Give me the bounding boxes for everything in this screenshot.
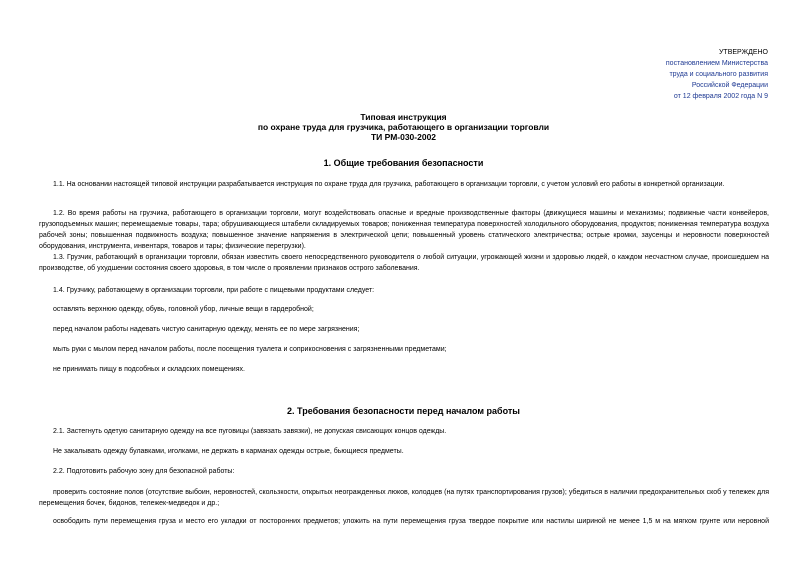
list-item-no-eating: не принимать пищу в подсобных и складских помещениях. [53,366,245,373]
paragraph-2-2-floors: проверить состояние полов (отсутствие выбоин, неровностей, скользкости, открытых неогражденных люков, колодцев (на путях транспортирования грузов); убедиться в наличии предохранительных скоб у тележек для перемещения бочек, бидонов, тележек-медведок и др.; [39,489,769,507]
title-line-1: Типовая инструкция [360,112,447,122]
document-title [0,112,807,142]
paragraph-2-2: 2.2. Подготовить рабочую зону для безопасной работы: [53,468,235,475]
section-1-heading: 1. Общие требования безопасности [323,158,484,168]
list-item-outerwear: оставлять верхнюю одежду, обувь, головной убор, личные вещи в гардеробной; [53,306,314,313]
paragraph-1-4: 1.4. Грузчику, работающему в организации торговли, при работе с пищевыми продуктами следует: [53,287,375,294]
title-line-3: ТИ РМ-030-2002 [370,132,437,142]
approval-line-date[interactable]: от 12 февраля 2002 года N 9 [673,93,768,100]
approval-line-federation[interactable]: Российской Федерации [691,82,768,89]
approval-line-decree[interactable]: постановлением Министерства [665,60,768,67]
approval-stamp [666,47,768,102]
paragraph-2-1-pins: Не закалывать одежду булавками, иголками, не держать в карманах одежды острые, бьющиеся предметы. [53,448,404,455]
paragraph-1-3: 1.3. Грузчик, работающий в организации торговли, обязан известить своего непосредственного руководителя о любой ситуации, угрожающей жизни и здоровью людей, о каждом несчастном случае, происшедшем на производстве, об ухудшении состояния своего здоровья, в том числе о проявлении признаков острого заболевания. [39,254,769,272]
title-line-2: по охране труда для грузчика, работающего в организации торговли [257,122,550,132]
list-item-sanitary-clothing: перед началом работы надевать чистую санитарную одежду, менять ее по мере загрязнения; [53,326,360,333]
approval-head: УТВЕРЖДЕНО [718,49,768,56]
paragraph-2-1: 2.1. Застегнуть одетую санитарную одежду на все пуговицы (завязать завязки), не допуская свисающих концов одежды. [53,428,447,435]
paragraph-2-2-paths: освободить пути перемещения груза и место его укладки от посторонних предметов; уложить на пути перемещения груза твердое покрытие или настилы шириной не менее 1,5 м на мягком грунте или неровной [53,518,769,525]
approval-line-ministry[interactable]: труда и социального развития [669,71,768,78]
paragraph-1-2: 1.2. Во время работы на грузчика, работающего в организации торговли, могут воздействовать опасные и вредные производственные факторы (движущиеся машины и механизмы; подвижные части конвейеров, грузоподъемных машин; перемещаемые товары, тара; обрушивающиеся штабели складируемых товаров; пониженная температура поверхностей холодильного оборудования, продуктов; пониженная температура воздуха рабочей зоны; повышенная подвижность воздуха; повышенное значение напряжения в электрической цепи; повышенный уровень статического электричества; острые кромки, заусенцы и неровности поверхностей оборудования, инструмента, инвентаря, товаров и тары; физические перегрузки). [39,210,769,250]
section-2-heading: 2. Требования безопасности перед началом работы [287,406,520,416]
list-item-wash-hands: мыть руки с мылом перед началом работы, после посещения туалета и соприкосновения с загрязненными предметами; [53,346,447,353]
paragraph-1-1: 1.1. На основании настоящей типовой инструкции разрабатывается инструкция по охране труда для грузчика, работающего в организации торговли, с учетом условий его работы в конкретной организации. [53,181,725,188]
